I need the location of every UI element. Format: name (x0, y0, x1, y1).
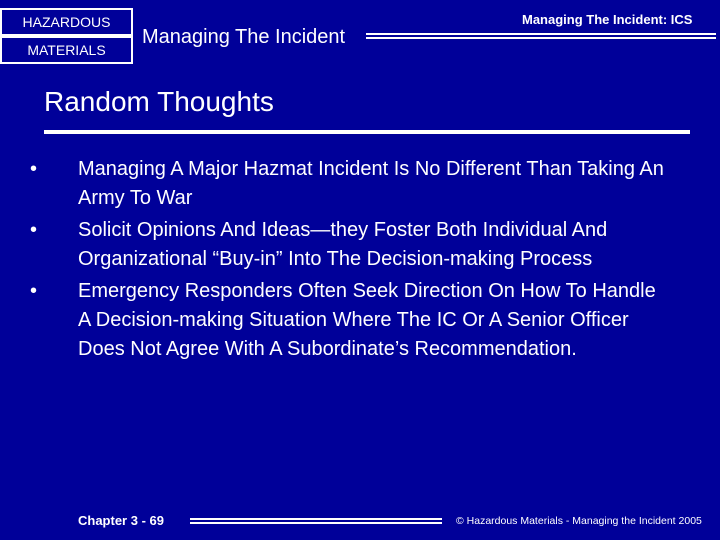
bullet-text: Solicit Opinions And Ideas—they Foster Both Individual And Organizational “Buy-in” Into The Decision-making Process (78, 219, 608, 270)
header-section-label: Managing The Incident: ICS (518, 12, 696, 27)
bullet-icon (30, 277, 78, 306)
bullet-item (30, 216, 670, 274)
bullet-icon (30, 155, 78, 184)
bullet-icon (30, 216, 78, 245)
footer-copyright: © Hazardous Materials - Managing the Incident 2005 (456, 515, 702, 527)
footer-chapter: Chapter 3 - 69 (78, 513, 164, 528)
header-divider (366, 33, 716, 39)
logo-materials: MATERIALS (0, 36, 133, 64)
slide-title: Random Thoughts (44, 86, 274, 117)
bullet-item (30, 277, 670, 364)
footer-divider (190, 518, 442, 524)
bullet-text: Emergency Responders Often Seek Direction On How To Handle A Decision-making Situation Where The IC Or A Senior Officer Does Not Agree With A Subordinate’s Recommendation. (78, 280, 656, 360)
bullet-text: Managing A Major Hazmat Incident Is No Different Than Taking An Army To War (78, 158, 664, 209)
bullet-list (30, 155, 670, 367)
header-title: Managing The Incident (142, 26, 346, 48)
title-underline (44, 130, 690, 134)
bullet-item (30, 155, 670, 213)
logo-hazardous: HAZARDOUS (0, 8, 133, 36)
